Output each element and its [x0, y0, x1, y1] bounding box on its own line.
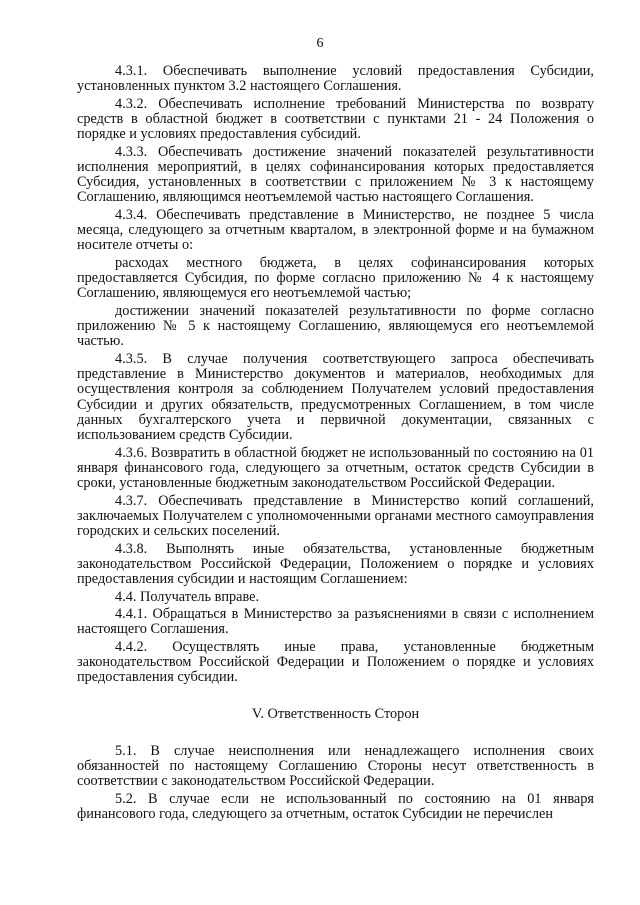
clause-4-3-3: 4.3.3. Обеспечивать достижение значений показателей результативности исполнения мероприятий, в целях софинансирования которых предоставляется Субсидия, установленных в соответствии с приложением № 3 к настоящему Соглашению, являющимся неотъемлемой частью настоящего Соглашения. [77, 143, 594, 206]
clause-4-3-2: 4.3.2. Обеспечивать исполнение требований Министерства по возврату средств в областной бюджет в соответствии с пунктами 21 - 24 Положения о порядке и условиях предоставления субсидий. [77, 95, 594, 143]
clause-4-3-8: 4.3.8. Выполнять иные обязательства, установленные бюджетным законодательством Российской Федерации, Положением о порядке и условиях предоставления субсидии и настоящим Соглашением: [77, 540, 594, 588]
clause-4-4-1: 4.4.1. Обращаться в Министерство за разъяснениями в связи с исполнением настоящего Соглашения. [77, 606, 594, 638]
clause-4-3-4-item-expenses: расходах местного бюджета, в целях софинансирования которых предоставляется Субсидия, по форме согласно приложению № 4 к настоящему Соглашению, являющемуся его неотъемлемой частью; [77, 255, 594, 302]
page-number: 6 [316, 36, 324, 51]
clause-4-3-7: 4.3.7. Обеспечивать представление в Министерство копий соглашений, заключаемых Получателем с уполномоченными органами местного самоуправления городских и сельских поселений. [77, 492, 594, 540]
section-heading: V. Ответственность Сторон [251, 705, 420, 722]
clause-4-3-6: 4.3.6. Возвратить в областной бюджет не использованный по состоянию на 01 января финансового года, следующего за отчетным, остаток средств Субсидии в сроки, установленные бюджетным законодательством Российской Федерации. [77, 444, 594, 492]
clause-4-3-1: 4.3.1. Обеспечивать выполнение условий предоставления Субсидии, установленных пунктом 3.2 настоящего Соглашения. [77, 63, 594, 95]
clause-5-2: 5.2. В случае если не использованный по состоянию на 01 января финансового года, следующего за отчетным, остаток Субсидии не перечислен [77, 790, 594, 823]
clause-4-3-4-item-indicators: достижении значений показателей результативности по форме согласно приложению № 5 к настоящему Соглашению, являющемуся его неотъемлемой частью. [77, 303, 594, 350]
clause-4-3-5: 4.3.5. В случае получения соответствующего запроса обеспечивать представление в Министерство документов и материалов, необходимых для осуществления контроля за соблюдением Получателем условий предоставления Субсидии и других обязательств, предусмотренных Соглашением, в том числе данных бухгалтерского учета и первичной документации, связанных с использованием средств Субсидии. [77, 351, 594, 444]
clause-4-4-2: 4.4.2. Осуществлять иные права, установленные бюджетным законодательством Российской Федерации и Положением о порядке и условиях предоставления субсидии. [77, 639, 594, 686]
clause-4-3-4: 4.3.4. Обеспечивать представление в Министерство, не позднее 5 числа месяца, следующего за отчетным кварталом, в электронной форме и на бумажном носителе отчеты о: [77, 207, 594, 254]
clause-5-1: 5.1. В случае неисполнения или ненадлежащего исполнения своих обязанностей по настоящему Соглашению Стороны несут ответственность в соответствии с законодательством Российской Федерации. [77, 742, 594, 790]
document-body [77, 64, 594, 825]
clause-4-4: 4.4. Получатель вправе. [115, 588, 260, 605]
